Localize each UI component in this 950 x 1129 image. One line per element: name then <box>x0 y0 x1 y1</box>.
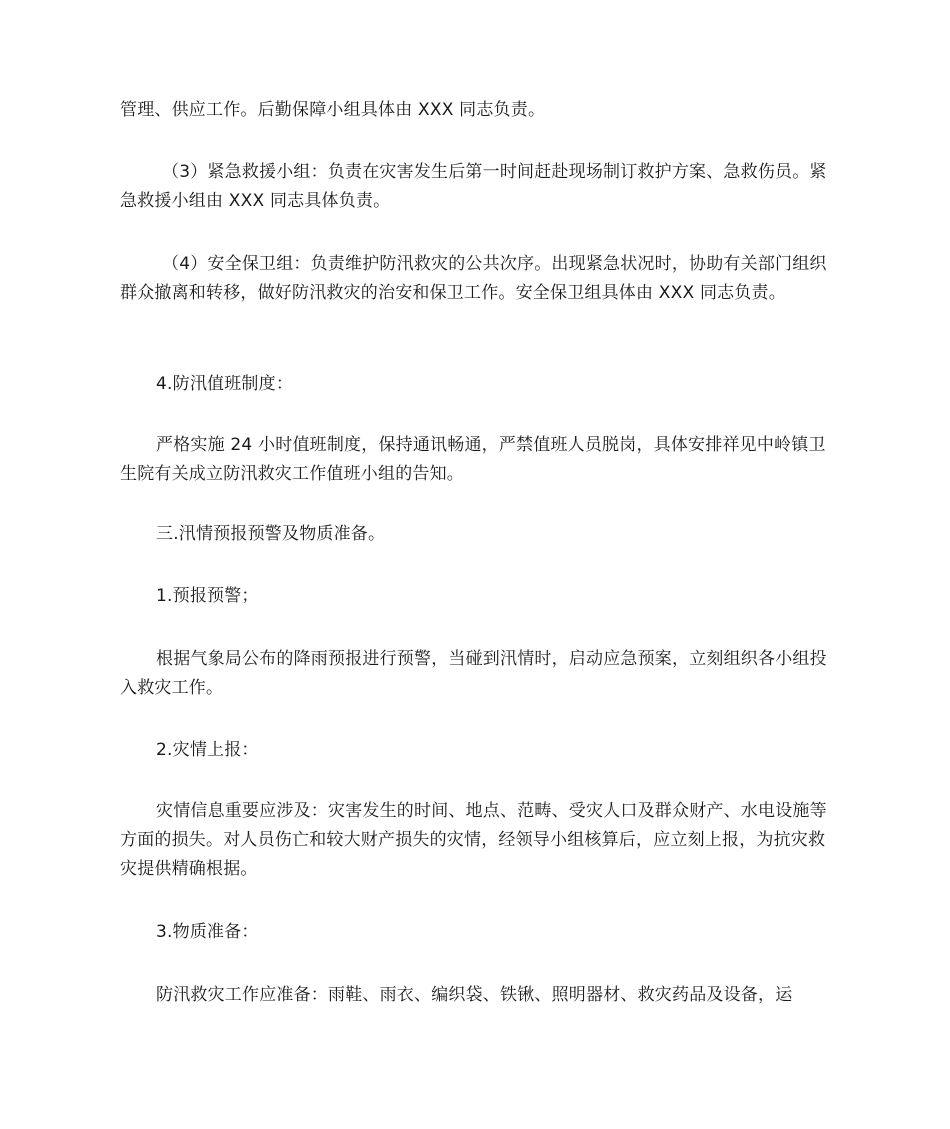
heading-forecast-warning: 1.预报预警； <box>156 586 259 606</box>
paragraph-duty-system: 严格实施 24 小时值班制度，保持通讯畅通，严禁值班人员脱岗，具体安排祥见中岭镇卫生院有关成立防汛救灾工作值班小组的告知。 <box>120 435 826 484</box>
paragraph-material-prep: 防汛救灾工作应准备：雨鞋、雨衣、编织袋、铁锹、照明器材、救灾药品及设备，运 <box>156 985 793 1005</box>
paragraph-forecast-warning: 根据气象局公布的降雨预报进行预警，当碰到汛情时，启动应急预案，立刻组织各小组投入救灾工作。 <box>120 649 827 698</box>
heading-duty-system: 4.防汛值班制度： <box>156 374 294 394</box>
paragraph-emergency-rescue: （3）紧急救援小组：负责在灾害发生后第一时间赶赴现场制订救护方案、急救伤员。紧急救援小组由 XXX 同志具体负责。 <box>120 162 827 211</box>
heading-section-three: 三.汛情预报预警及物质准备。 <box>156 524 386 544</box>
heading-material-prep: 3.物质准备： <box>156 922 259 942</box>
paragraph-logistics-end: 管理、供应工作。后勤保障小组具体由 XXX 同志负责。 <box>120 100 546 120</box>
heading-disaster-report: 2.灾情上报： <box>156 740 259 760</box>
paragraph-security-team: （4）安全保卫组：负责维护防汛救灾的公共次序。出现紧急状况时，协助有关部门组织群众撤离和转移，做好防汛救灾的治安和保卫工作。安全保卫组具体由 XXX 同志负责。 <box>120 254 827 303</box>
paragraph-disaster-report: 灾情信息重要应涉及：灾害发生的时间、地点、范畴、受灾人口及群众财产、水电设施等方面的损失。对人员伤亡和较大财产损失的灾情，经领导小组核算后，应立刻上报，为抗灾救灾提供精确根据。 <box>120 801 827 879</box>
